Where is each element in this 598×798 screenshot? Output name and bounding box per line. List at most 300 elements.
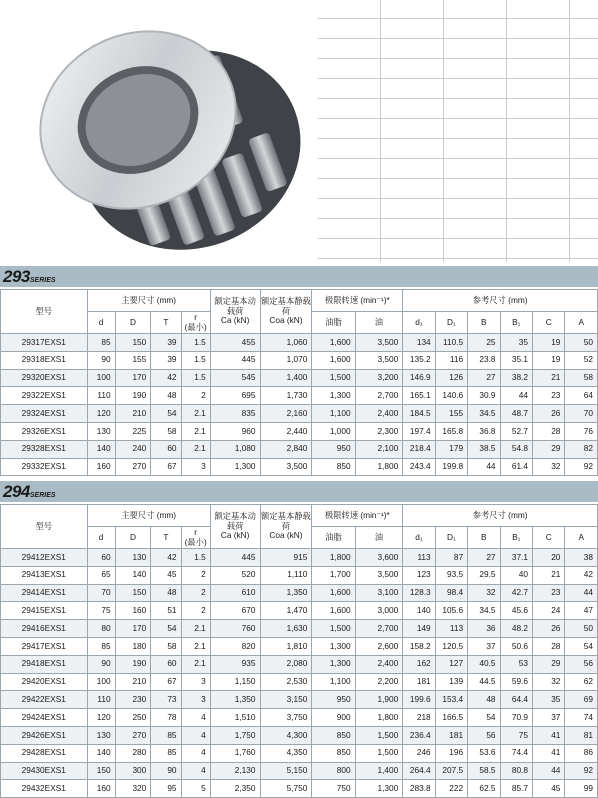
- value-cell: 800: [312, 762, 355, 780]
- header-grease: 油脂: [312, 527, 355, 549]
- table-row: [1, 549, 598, 567]
- value-cell: 2: [181, 602, 210, 620]
- header-C: C: [532, 312, 564, 334]
- value-cell: 45: [532, 780, 564, 798]
- value-cell: 35.1: [500, 351, 532, 369]
- table-row: [1, 637, 598, 655]
- value-cell: 820: [210, 637, 260, 655]
- value-cell: 27: [468, 549, 500, 567]
- value-cell: 2.1: [181, 440, 210, 458]
- value-cell: 4: [181, 762, 210, 780]
- value-cell: 4,300: [260, 726, 312, 744]
- value-cell: 78: [151, 709, 181, 727]
- value-cell: 48: [151, 584, 181, 602]
- table-row: [1, 584, 598, 602]
- value-cell: 37: [532, 709, 564, 727]
- header-static-load: 额定基本静载荷 Coa (kN): [260, 505, 312, 549]
- model-cell: 29324EXS1: [1, 405, 88, 423]
- value-cell: 165.8: [435, 422, 467, 440]
- value-cell: 81: [565, 726, 598, 744]
- value-cell: 128.3: [403, 584, 435, 602]
- value-cell: 39: [151, 334, 181, 352]
- header-dynamic-load: 额定基本动载荷 Ca (kN): [210, 290, 260, 334]
- header-D: D: [115, 527, 151, 549]
- model-cell: 29430EXS1: [1, 762, 88, 780]
- model-cell: 29317EXS1: [1, 334, 88, 352]
- value-cell: 85: [151, 726, 181, 744]
- value-cell: 48: [468, 691, 500, 709]
- value-cell: 695: [210, 387, 260, 405]
- value-cell: 25: [468, 334, 500, 352]
- value-cell: 39: [151, 351, 181, 369]
- model-cell: 29414EXS1: [1, 584, 88, 602]
- value-cell: 246: [403, 744, 435, 762]
- header-r: r (最小): [181, 527, 210, 549]
- value-cell: 1,350: [210, 691, 260, 709]
- value-cell: 130: [87, 422, 115, 440]
- value-cell: 1,000: [312, 422, 355, 440]
- value-cell: 270: [115, 726, 151, 744]
- value-cell: 835: [210, 405, 260, 423]
- value-cell: 1,300: [312, 387, 355, 405]
- header-A: A: [565, 527, 598, 549]
- value-cell: 230: [115, 691, 151, 709]
- value-cell: 207.5: [435, 762, 467, 780]
- table-row: [1, 458, 598, 476]
- value-cell: 1,500: [355, 726, 403, 744]
- value-cell: 85: [87, 334, 115, 352]
- value-cell: 54: [151, 620, 181, 638]
- value-cell: 85: [151, 744, 181, 762]
- value-cell: 1.5: [181, 334, 210, 352]
- value-cell: 58.5: [468, 762, 500, 780]
- value-cell: 210: [115, 405, 151, 423]
- model-cell: 29415EXS1: [1, 602, 88, 620]
- header-B: B: [468, 312, 500, 334]
- table-row: [1, 351, 598, 369]
- value-cell: 29: [532, 655, 564, 673]
- value-cell: 2,600: [355, 637, 403, 655]
- value-cell: 236.4: [403, 726, 435, 744]
- value-cell: 35: [532, 691, 564, 709]
- value-cell: 165.1: [403, 387, 435, 405]
- series-293-band: [0, 266, 598, 287]
- value-cell: 2,440: [260, 422, 312, 440]
- value-cell: 29: [532, 440, 564, 458]
- value-cell: 670: [210, 602, 260, 620]
- value-cell: 3,500: [260, 458, 312, 476]
- value-cell: 4: [181, 709, 210, 727]
- value-cell: 86: [565, 744, 598, 762]
- value-cell: 92: [565, 762, 598, 780]
- value-cell: 42: [151, 369, 181, 387]
- value-cell: 127: [435, 655, 467, 673]
- header-model: 型号: [1, 290, 88, 334]
- value-cell: 26: [532, 405, 564, 423]
- value-cell: 95: [151, 780, 181, 798]
- value-cell: 1,300: [210, 458, 260, 476]
- value-cell: 750: [312, 780, 355, 798]
- value-cell: 222: [435, 780, 467, 798]
- value-cell: 1,500: [312, 620, 355, 638]
- header-ref-dims: 参考尺寸 (mm): [403, 290, 598, 312]
- value-cell: 4: [181, 726, 210, 744]
- value-cell: 34.5: [468, 602, 500, 620]
- spreadsheet-grid: [318, 0, 598, 262]
- value-cell: 69: [565, 691, 598, 709]
- value-cell: 67: [151, 458, 181, 476]
- value-cell: 850: [312, 744, 355, 762]
- table-row: [1, 726, 598, 744]
- value-cell: 1,500: [312, 369, 355, 387]
- value-cell: 113: [435, 620, 467, 638]
- value-cell: 3: [181, 673, 210, 691]
- value-cell: 225: [115, 422, 151, 440]
- value-cell: 153.4: [435, 691, 467, 709]
- value-cell: 196: [435, 744, 467, 762]
- value-cell: 160: [115, 602, 151, 620]
- value-cell: 58: [565, 369, 598, 387]
- value-cell: 146.9: [403, 369, 435, 387]
- series-294-title: 294SERIES: [3, 482, 56, 501]
- value-cell: 135.2: [403, 351, 435, 369]
- value-cell: 126: [435, 369, 467, 387]
- value-cell: 54: [565, 637, 598, 655]
- value-cell: 160: [87, 780, 115, 798]
- value-cell: 44: [500, 387, 532, 405]
- value-cell: 3: [181, 458, 210, 476]
- value-cell: 150: [115, 584, 151, 602]
- value-cell: 140: [87, 440, 115, 458]
- value-cell: 36.8: [468, 422, 500, 440]
- value-cell: 180: [115, 637, 151, 655]
- value-cell: 38.5: [468, 440, 500, 458]
- value-cell: 320: [115, 780, 151, 798]
- value-cell: 150: [115, 334, 151, 352]
- value-cell: 2.1: [181, 422, 210, 440]
- header-oil: 油: [355, 527, 403, 549]
- value-cell: 300: [115, 762, 151, 780]
- value-cell: 455: [210, 334, 260, 352]
- value-cell: 179: [435, 440, 467, 458]
- model-cell: 29328EXS1: [1, 440, 88, 458]
- value-cell: 3,500: [355, 334, 403, 352]
- value-cell: 3,200: [355, 369, 403, 387]
- value-cell: 58: [151, 637, 181, 655]
- value-cell: 3: [181, 691, 210, 709]
- table-row: [1, 440, 598, 458]
- value-cell: 1,070: [260, 351, 312, 369]
- header-r: r (最小): [181, 312, 210, 334]
- value-cell: 1,300: [312, 655, 355, 673]
- value-cell: 1,600: [312, 334, 355, 352]
- value-cell: 149: [403, 620, 435, 638]
- header-A: A: [565, 312, 598, 334]
- value-cell: 2,700: [355, 620, 403, 638]
- value-cell: 190: [115, 655, 151, 673]
- value-cell: 74.4: [500, 744, 532, 762]
- value-cell: 48.2: [500, 620, 532, 638]
- value-cell: 2,700: [355, 387, 403, 405]
- value-cell: 23: [532, 584, 564, 602]
- value-cell: 166.5: [435, 709, 467, 727]
- header-T: T: [151, 312, 181, 334]
- value-cell: 2,100: [355, 440, 403, 458]
- value-cell: 140: [87, 744, 115, 762]
- table-row: [1, 387, 598, 405]
- model-cell: 29416EXS1: [1, 620, 88, 638]
- value-cell: 20: [532, 549, 564, 567]
- model-cell: 29422EXS1: [1, 691, 88, 709]
- value-cell: 5,150: [260, 762, 312, 780]
- value-cell: 87: [435, 549, 467, 567]
- value-cell: 1,300: [355, 780, 403, 798]
- value-cell: 44.5: [468, 673, 500, 691]
- value-cell: 1,350: [260, 584, 312, 602]
- value-cell: 2,160: [260, 405, 312, 423]
- value-cell: 75: [500, 726, 532, 744]
- value-cell: 120.5: [435, 637, 467, 655]
- table-row: [1, 709, 598, 727]
- value-cell: 90: [151, 762, 181, 780]
- value-cell: 170: [115, 620, 151, 638]
- value-cell: 1,400: [355, 762, 403, 780]
- value-cell: 520: [210, 566, 260, 584]
- value-cell: 130: [115, 549, 151, 567]
- value-cell: 2: [181, 584, 210, 602]
- value-cell: 4,350: [260, 744, 312, 762]
- top-area: [0, 0, 598, 262]
- value-cell: 160: [87, 458, 115, 476]
- model-cell: 29320EXS1: [1, 369, 88, 387]
- model-cell: 29332EXS1: [1, 458, 88, 476]
- value-cell: 184.5: [403, 405, 435, 423]
- value-cell: 44: [532, 762, 564, 780]
- value-cell: 3,500: [355, 566, 403, 584]
- value-cell: 1,700: [312, 566, 355, 584]
- value-cell: 1.5: [181, 549, 210, 567]
- value-cell: 64.4: [500, 691, 532, 709]
- value-cell: 250: [115, 709, 151, 727]
- value-cell: 82: [565, 440, 598, 458]
- value-cell: 21: [532, 566, 564, 584]
- value-cell: 1,810: [260, 637, 312, 655]
- value-cell: 1,060: [260, 334, 312, 352]
- value-cell: 52: [565, 351, 598, 369]
- table-row: [1, 422, 598, 440]
- value-cell: 32: [532, 458, 564, 476]
- value-cell: 75: [87, 602, 115, 620]
- value-cell: 240: [115, 440, 151, 458]
- value-cell: 116: [435, 351, 467, 369]
- value-cell: 51: [151, 602, 181, 620]
- value-cell: 19: [532, 351, 564, 369]
- value-cell: 54: [468, 709, 500, 727]
- value-cell: 850: [312, 458, 355, 476]
- value-cell: 900: [312, 709, 355, 727]
- value-cell: 1,110: [260, 566, 312, 584]
- value-cell: 42: [565, 566, 598, 584]
- value-cell: 70: [87, 584, 115, 602]
- value-cell: 960: [210, 422, 260, 440]
- value-cell: 2,080: [260, 655, 312, 673]
- value-cell: 44: [565, 584, 598, 602]
- value-cell: 1,760: [210, 744, 260, 762]
- model-cell: 29322EXS1: [1, 387, 88, 405]
- value-cell: 60: [151, 655, 181, 673]
- value-cell: 2.1: [181, 405, 210, 423]
- value-cell: 181: [435, 726, 467, 744]
- value-cell: 2,200: [355, 673, 403, 691]
- value-cell: 41: [532, 726, 564, 744]
- header-speed: 极限转速 (min⁻¹)*: [312, 505, 403, 527]
- value-cell: 130: [87, 726, 115, 744]
- value-cell: 44: [468, 458, 500, 476]
- value-cell: 23: [532, 387, 564, 405]
- model-cell: 29428EXS1: [1, 744, 88, 762]
- value-cell: 120: [87, 709, 115, 727]
- value-cell: 155: [435, 405, 467, 423]
- value-cell: 28: [532, 637, 564, 655]
- table-row: [1, 762, 598, 780]
- header-B: B: [468, 527, 500, 549]
- value-cell: 52.7: [500, 422, 532, 440]
- value-cell: 2.1: [181, 620, 210, 638]
- table-row: [1, 334, 598, 352]
- value-cell: 1,600: [312, 584, 355, 602]
- value-cell: 2,130: [210, 762, 260, 780]
- value-cell: 445: [210, 351, 260, 369]
- value-cell: 70.9: [500, 709, 532, 727]
- bearing-photo: [0, 0, 318, 262]
- header-d1: d₁: [403, 312, 435, 334]
- table-row: [1, 369, 598, 387]
- value-cell: 32: [468, 584, 500, 602]
- value-cell: 4: [181, 744, 210, 762]
- value-cell: 2: [181, 566, 210, 584]
- value-cell: 1.5: [181, 369, 210, 387]
- value-cell: 2,350: [210, 780, 260, 798]
- value-cell: 85: [87, 637, 115, 655]
- value-cell: 2,300: [355, 422, 403, 440]
- value-cell: 2.1: [181, 655, 210, 673]
- value-cell: 1,080: [210, 440, 260, 458]
- model-cell: 29420EXS1: [1, 673, 88, 691]
- value-cell: 54: [151, 405, 181, 423]
- header-T: T: [151, 527, 181, 549]
- value-cell: 59.6: [500, 673, 532, 691]
- value-cell: 53.6: [468, 744, 500, 762]
- value-cell: 99: [565, 780, 598, 798]
- value-cell: 37: [468, 637, 500, 655]
- header-B1: B₁: [500, 527, 532, 549]
- value-cell: 38: [565, 549, 598, 567]
- value-cell: 1.5: [181, 351, 210, 369]
- value-cell: 1,730: [260, 387, 312, 405]
- value-cell: 199.6: [403, 691, 435, 709]
- series-293-title: 293SERIES: [3, 267, 56, 286]
- value-cell: 1,600: [312, 351, 355, 369]
- value-cell: 92: [565, 458, 598, 476]
- value-cell: 140.6: [435, 387, 467, 405]
- value-cell: 34.5: [468, 405, 500, 423]
- value-cell: 3,600: [355, 549, 403, 567]
- value-cell: 139: [435, 673, 467, 691]
- header-dynamic-load: 额定基本动载荷 Ca (kN): [210, 505, 260, 549]
- value-cell: 62: [565, 673, 598, 691]
- value-cell: 170: [115, 369, 151, 387]
- header-B1: B₁: [500, 312, 532, 334]
- value-cell: 1,500: [355, 744, 403, 762]
- value-cell: 140: [115, 566, 151, 584]
- header-C: C: [532, 527, 564, 549]
- header-static-load: 额定基本静载荷 Coa (kN): [260, 290, 312, 334]
- value-cell: 190: [115, 387, 151, 405]
- series-294-table: [0, 504, 598, 798]
- value-cell: 90: [87, 655, 115, 673]
- header-D: D: [115, 312, 151, 334]
- value-cell: 50: [565, 334, 598, 352]
- model-cell: 29424EXS1: [1, 709, 88, 727]
- value-cell: 218.4: [403, 440, 435, 458]
- value-cell: 3,100: [355, 584, 403, 602]
- series-293-table: [0, 289, 598, 476]
- value-cell: 1,510: [210, 709, 260, 727]
- value-cell: 140: [403, 602, 435, 620]
- value-cell: 40: [500, 566, 532, 584]
- value-cell: 1,300: [312, 637, 355, 655]
- value-cell: 27: [468, 369, 500, 387]
- value-cell: 65: [87, 566, 115, 584]
- value-cell: 1,100: [312, 405, 355, 423]
- value-cell: 60: [87, 549, 115, 567]
- header-oil: 油: [355, 312, 403, 334]
- value-cell: 61.4: [500, 458, 532, 476]
- value-cell: 41: [532, 744, 564, 762]
- value-cell: 2,530: [260, 673, 312, 691]
- model-cell: 29318EXS1: [1, 351, 88, 369]
- value-cell: 73: [151, 691, 181, 709]
- value-cell: 42.7: [500, 584, 532, 602]
- table-row: [1, 691, 598, 709]
- value-cell: 545: [210, 369, 260, 387]
- value-cell: 283.8: [403, 780, 435, 798]
- value-cell: 134: [403, 334, 435, 352]
- model-cell: 29418EXS1: [1, 655, 88, 673]
- value-cell: 1,100: [312, 673, 355, 691]
- value-cell: 100: [87, 673, 115, 691]
- value-cell: 2: [181, 387, 210, 405]
- header-d: d: [87, 527, 115, 549]
- value-cell: 915: [260, 549, 312, 567]
- value-cell: 5,750: [260, 780, 312, 798]
- value-cell: 199.8: [435, 458, 467, 476]
- value-cell: 47: [565, 602, 598, 620]
- value-cell: 50.6: [500, 637, 532, 655]
- value-cell: 3,750: [260, 709, 312, 727]
- value-cell: 123: [403, 566, 435, 584]
- value-cell: 1,630: [260, 620, 312, 638]
- value-cell: 105.6: [435, 602, 467, 620]
- value-cell: 76: [565, 422, 598, 440]
- value-cell: 1,470: [260, 602, 312, 620]
- table-row: [1, 673, 598, 691]
- value-cell: 93.5: [435, 566, 467, 584]
- header-model: 型号: [1, 505, 88, 549]
- table-row: [1, 620, 598, 638]
- value-cell: 760: [210, 620, 260, 638]
- value-cell: 264.4: [403, 762, 435, 780]
